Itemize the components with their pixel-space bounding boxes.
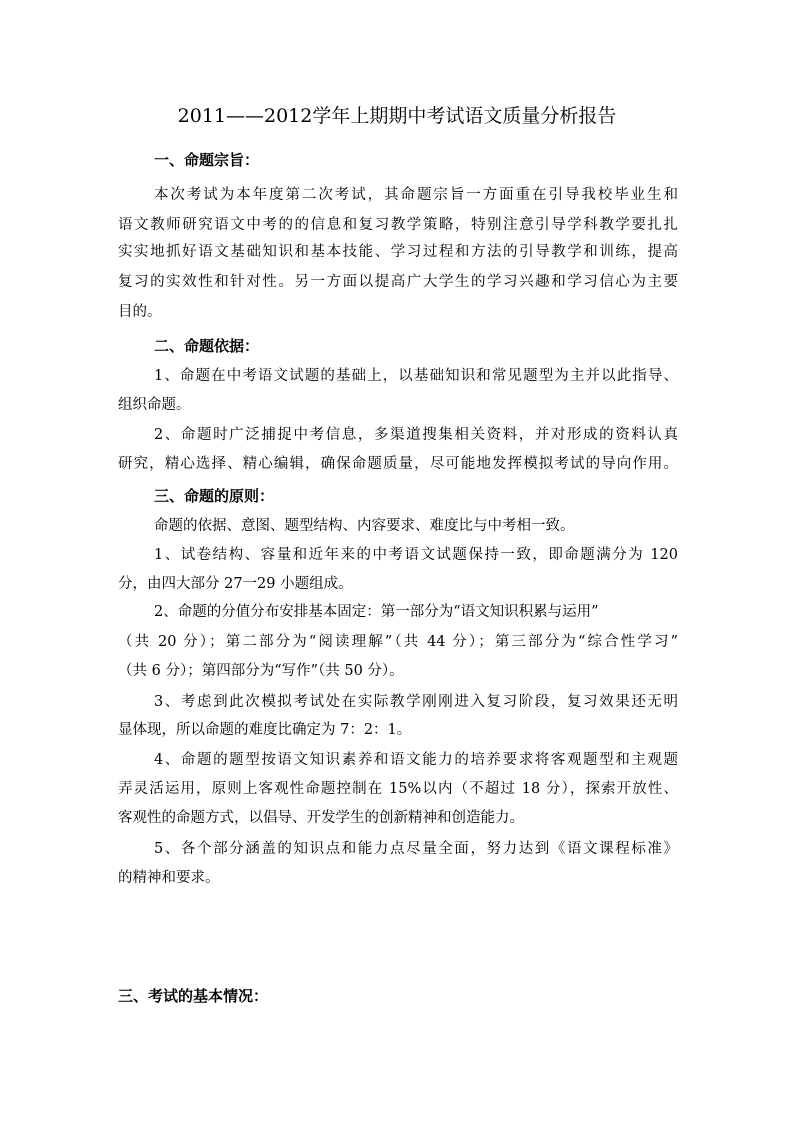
paragraph-line: 显体现，所以命题的难度比确定为 7：2：1。 [118,722,412,738]
paragraph-line: 1、命题在中考语文试题的基础上，以基础知识和常见题型为主并以此指导、 [154,368,678,384]
paragraph-line: 复习的实效性和针对性。另一方面以提高广大学生的学习兴趣和学习信心为主要 [118,274,678,290]
paragraph-line: 2、命题的分值分布安排基本固定：第一部分为“语文知识积累与运用” [154,604,599,620]
paragraph-line: 5、各个部分涵盖的知识点和能力点尽量全面，努力达到《语文课程标准》 [154,841,678,857]
paragraph-line: 弄灵活运用，原则上客观性命题控制在 15%以内（不超过 18 分），探索开放性、 [118,781,678,797]
paragraph-line: 的精神和要求。 [118,870,220,886]
paragraph-line: 组织命题。 [118,397,191,413]
paragraph-line: （共 20 分）；第二部分为“阅读理解”（共 44 分）；第三部分为“综合性学习” [118,634,678,650]
paragraph-line: 语文教师研究语文中考的的信息和复习教学策略，特别注意引导学科教学要扎扎 [118,217,678,233]
paragraph-line: 客观性的命题方式，以倡导、开发学生的创新精神和创造能力。 [118,810,524,826]
section-heading-purpose: 一、命题宗旨： [154,151,260,169]
paragraph-line: 实实地抓好语文基础知识和基本技能、学习过程和方法的引导教学和训练，提高 [118,244,678,260]
paragraph-line: 研究，精心选择、精心编辑，确保命题质量，尽可能地发挥模拟考试的导向作用。 [118,456,678,472]
paragraph-line: 4、命题的题型按语文知识素养和语文能力的培养要求将客观题型和主观题 [154,752,678,768]
section-heading-principles: 三、命题的原则： [154,487,275,505]
paragraph-line: 3、考虑到此次模拟考试处在实际教学刚刚进入复习阶段，复习效果还无明 [154,694,678,710]
section-heading-exam-situation: 三、考试的基本情况： [118,987,269,1005]
paragraph-line: 目的。 [118,304,162,320]
paragraph-line: 命题的依据、意图、题型结构、内容要求、难度比与中考相一致。 [154,518,575,534]
paragraph-line: 1、试卷结构、容量和近年来的中考语文试题保持一致，即命题满分为 120 [154,547,678,563]
page-title: 2011——2012学年上期期中考试语文质量分析报告 [177,105,617,127]
section-heading-basis: 二、命题依据： [154,337,260,355]
paragraph-line: 2、命题时广泛捕捉中考信息，多渠道搜集相关资料，并对形成的资料认真 [154,427,678,443]
paragraph-line: （共 6 分）；第四部分为“写作”（共 50 分）。 [118,663,404,679]
paragraph-line: 分，由四大部分 27一29 小题组成。 [118,576,353,592]
paragraph-line: 本次考试为本年度第二次考试，其命题宗旨一方面重在引导我校毕业生和 [154,187,678,203]
